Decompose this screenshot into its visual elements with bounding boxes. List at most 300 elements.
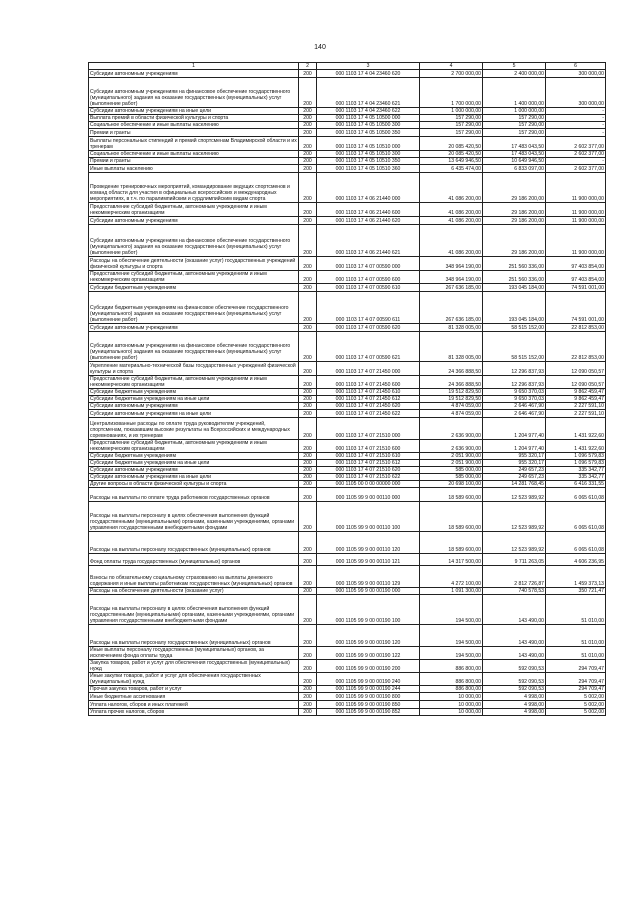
row-code-line: 200	[299, 693, 317, 701]
row-approved-amount: 41 086 200,00	[420, 217, 483, 225]
row-unexecuted-amount: 2 602 377,00	[546, 151, 606, 158]
row-executed-amount: 143 490,00	[483, 647, 546, 660]
row-executed-amount: 58 515 152,00	[483, 324, 546, 332]
row-approved-amount: 2 700 000,00	[420, 70, 483, 78]
row-name: Уплата налогов, сборов и иных платежей	[89, 701, 299, 709]
row-approved-amount: 20 085 420,50	[420, 151, 483, 158]
row-executed-amount: 14 281 768,45	[483, 481, 546, 488]
row-code-line: 200	[299, 532, 317, 554]
row-executed-amount: 157 290,00	[483, 129, 546, 137]
row-name: Централизованные расходы по оплате труда руководителям учреждений, спортсменам, показавшим высокие результаты на Всероссийских и международных соревнованиях, и их тренерам	[89, 418, 299, 440]
row-unexecuted-amount: 6 416 331,55	[546, 481, 606, 488]
header-cell-6: 6	[546, 63, 606, 70]
row-approved-amount: 10 000,00	[420, 701, 483, 709]
row-name: Укрепление материально-технической базы государственных учреждений физической культуры и спорта	[89, 362, 299, 376]
row-unexecuted-amount: 1 459 373,13	[546, 566, 606, 588]
row-approved-amount: 2 636 900,00	[420, 418, 483, 440]
row-name: Расходы на выплаты персоналу государственных (муниципальных) органов	[89, 625, 299, 647]
table-row	[89, 376, 606, 389]
row-classification-code: 000 1105 99 9 00 00190 122	[317, 647, 420, 660]
row-code-line: 200	[299, 129, 317, 137]
row-name: Иные закупки товаров, работ и услуг для обеспечения государственных (муниципальных) нужд	[89, 673, 299, 686]
row-approved-amount: 194 500,00	[420, 625, 483, 647]
row-code-line: 200	[299, 588, 317, 595]
table-row	[89, 362, 606, 376]
table-row	[89, 122, 606, 129]
row-approved-amount: 18 589 600,00	[420, 532, 483, 554]
row-approved-amount: 41 086 200,00	[420, 225, 483, 257]
row-unexecuted-amount: 335 342,77	[546, 474, 606, 481]
row-approved-amount: 41 086 200,00	[420, 203, 483, 217]
row-classification-code: 000 1103 17 4 07 21450 600	[317, 376, 420, 389]
table-row	[89, 129, 606, 137]
header-cell-2: 2	[299, 63, 317, 70]
table-row	[89, 566, 606, 588]
row-unexecuted-amount: 300 000,00	[546, 78, 606, 108]
row-unexecuted-amount: 11 900 000,00	[546, 225, 606, 257]
row-code-line: 200	[299, 460, 317, 467]
table-row	[89, 467, 606, 474]
row-name: Субсидии автономным учреждениям	[89, 324, 299, 332]
row-executed-amount: 251 560 336,00	[483, 271, 546, 284]
table-row	[89, 332, 606, 362]
row-code-line: 200	[299, 673, 317, 686]
row-name: Расходы на выплаты персоналу в целях обеспечения выполнения функций государственными (муниципальными) органами, казенными учреждениями, органами управления государственными внебюджетными фондами	[89, 502, 299, 532]
row-unexecuted-amount: 335 342,77	[546, 467, 606, 474]
row-approved-amount: 4 272 100,00	[420, 566, 483, 588]
row-approved-amount: 19 512 829,50	[420, 396, 483, 403]
row-code-line: 200	[299, 165, 317, 173]
row-unexecuted-amount: 1 431 922,60	[546, 418, 606, 440]
row-approved-amount: 14 317 500,00	[420, 554, 483, 566]
row-unexecuted-amount: 300 000,00	[546, 70, 606, 78]
row-classification-code: 000 1103 17 4 07 21510 622	[317, 474, 420, 481]
row-approved-amount: 20 698 100,00	[420, 481, 483, 488]
row-approved-amount: 886 800,00	[420, 686, 483, 693]
table-row	[89, 693, 606, 701]
row-unexecuted-amount: 97 403 854,00	[546, 271, 606, 284]
row-executed-amount: 1 204 977,40	[483, 418, 546, 440]
budget-table-body	[89, 63, 606, 716]
row-code-line: 200	[299, 481, 317, 488]
row-classification-code: 000 1103 17 4 07 00590 610	[317, 284, 420, 292]
row-classification-code: 000 1103 17 4 06 21440 000	[317, 173, 420, 203]
row-unexecuted-amount: 74 591 001,00	[546, 284, 606, 292]
row-code-line: 200	[299, 284, 317, 292]
table-row	[89, 588, 606, 595]
table-row	[89, 673, 606, 686]
row-name: Субсидии автономным учреждениям на иные цели	[89, 108, 299, 115]
row-executed-amount: 4 998,00	[483, 693, 546, 701]
row-executed-amount: 9 650 370,03	[483, 389, 546, 396]
row-name: Выплаты персональных стипендий и премий спортсменам Владимирской области и их тренерам	[90, 138, 297, 150]
row-executed-amount: 249 657,23	[483, 474, 546, 481]
row-name: Проведение тренировочных мероприятий, командирование ведущих спортсменов и команд области для участия в официальных всероссийских и международных мероприятиях, в т.ч. по паралимпийским и сурдлимпийским видам спорта	[89, 173, 299, 203]
row-unexecuted-amount: 11 900 000,00	[546, 217, 606, 225]
row-classification-code: 000 1103 17 4 06 21440 621	[317, 225, 420, 257]
row-classification-code: 000 1103 17 4 07 21510 000	[317, 418, 420, 440]
row-name: Субсидии автономным учреждениям на иные цели	[89, 410, 299, 418]
row-classification-code: 000 1105 99 9 00 00190 244	[317, 686, 420, 693]
row-code-line: 200	[299, 115, 317, 122]
table-row	[89, 460, 606, 467]
row-classification-code: 000 1103 17 4 06 21440 620	[317, 217, 420, 225]
row-code-line: 200	[299, 389, 317, 396]
row-name: Предоставление субсидий бюджетным, автономным учреждениям и иным некоммерческим организациям	[89, 440, 299, 453]
row-classification-code: 000 1103 17 4 07 21510 600	[317, 440, 420, 453]
row-approved-amount: 4 874 059,00	[420, 403, 483, 410]
row-unexecuted-amount: 2 227 591,10	[546, 410, 606, 418]
row-unexecuted-amount: 5 002,00	[546, 693, 606, 701]
row-approved-amount: 2 051 900,00	[420, 460, 483, 467]
table-row	[89, 488, 606, 502]
row-executed-amount: 1 204 977,40	[483, 440, 546, 453]
row-name: Социальное обеспечение и иные выплаты населению	[89, 151, 299, 158]
row-name: Другие вопросы в области физической культуры и спорта	[89, 481, 299, 488]
row-name: Предоставление субсидий бюджетным, автономным учреждениям и иным некоммерческим организациям	[89, 203, 299, 217]
row-name: Иные бюджетные ассигнования	[89, 693, 299, 701]
row-code-line: 200	[299, 70, 317, 78]
row-approved-amount: 2 636 900,00	[420, 440, 483, 453]
table-row	[89, 453, 606, 460]
row-executed-amount: 157 290,00	[483, 115, 546, 122]
row-classification-code: 000 1103 17 4 04 23460 622	[317, 108, 420, 115]
row-approved-amount: 1 700 000,00	[420, 78, 483, 108]
row-executed-amount: 29 186 200,00	[483, 203, 546, 217]
row-classification-code: 000 1103 17 4 04 23460 620	[317, 70, 420, 78]
row-approved-amount: 348 964 190,00	[420, 257, 483, 271]
row-name: Субсидии автономным учреждениям	[89, 70, 299, 78]
row-code-line: 200	[299, 488, 317, 502]
row-classification-code: 000 1103 17 4 07 21510 612	[317, 460, 420, 467]
table-row	[89, 625, 606, 647]
row-executed-amount: 1 400 000,00	[483, 78, 546, 108]
table-row	[89, 647, 606, 660]
row-name: Субсидии бюджетным учреждениям	[89, 284, 299, 292]
table-row	[89, 70, 606, 78]
row-approved-amount: 24 366 888,50	[420, 362, 483, 376]
row-name: Расходы на выплаты персоналу государственных (муниципальных) органов	[89, 532, 299, 554]
row-classification-code: 000 1103 17 4 07 21450 612	[317, 396, 420, 403]
row-unexecuted-amount: 5 002,00	[546, 709, 606, 716]
row-classification-code: 000 1103 17 4 07 21510 610	[317, 453, 420, 460]
row-executed-amount: 592 090,53	[483, 660, 546, 673]
row-executed-amount: 592 090,53	[483, 686, 546, 693]
row-code-line: 200	[299, 625, 317, 647]
row-code-line: 200	[299, 701, 317, 709]
row-approved-amount: 6 435 474,00	[420, 165, 483, 173]
table-row	[89, 554, 606, 566]
row-code-line: 200	[299, 686, 317, 693]
row-executed-amount: 193 045 184,00	[483, 292, 546, 324]
row-code-line: 200	[299, 137, 317, 151]
row-classification-code: 000 1103 17 4 07 00590 611	[317, 292, 420, 324]
row-classification-code: 000 1105 99 9 00 00190 000	[317, 588, 420, 595]
row-executed-amount: 9 650 370,03	[483, 396, 546, 403]
row-unexecuted-amount: -	[546, 129, 606, 137]
row-name: Субсидии бюджетным учреждениям	[89, 389, 299, 396]
row-executed-amount: 157 290,00	[483, 122, 546, 129]
row-classification-code: 000 1105 99 9 00 00110 129	[317, 566, 420, 588]
row-approved-amount: 10 000,00	[420, 693, 483, 701]
row-classification-code: 000 1105 99 9 00 00190 100	[317, 595, 420, 625]
row-executed-amount: 740 578,53	[483, 588, 546, 595]
row-executed-amount: 29 186 200,00	[483, 217, 546, 225]
table-row	[89, 686, 606, 693]
row-executed-amount: 29 186 200,00	[483, 225, 546, 257]
row-classification-code: 000 1103 17 4 07 21450 000	[317, 362, 420, 376]
row-executed-amount: 17 483 043,50	[483, 151, 546, 158]
row-classification-code: 000 1103 17 4 05 10500 300	[317, 122, 420, 129]
row-executed-amount: 249 657,23	[483, 467, 546, 474]
row-executed-amount: 955 320,17	[483, 453, 546, 460]
row-unexecuted-amount: 74 591 001,00	[546, 292, 606, 324]
row-classification-code: 000 1105 99 9 00 00110 100	[317, 502, 420, 532]
row-name: Субсидии бюджетным учреждениям	[89, 453, 299, 460]
row-code-line: 200	[299, 554, 317, 566]
row-unexecuted-amount: 2 602 377,00	[546, 137, 606, 151]
row-unexecuted-amount: -	[546, 158, 606, 165]
row-unexecuted-amount: 1 096 579,83	[546, 460, 606, 467]
row-code-line: 200	[299, 78, 317, 108]
row-approved-amount: 267 636 185,00	[420, 292, 483, 324]
row-name: Иные выплаты персоналу государственных (муниципальных) органов, за исключением фонда оплаты труда	[89, 647, 299, 660]
row-name: Закупка товаров, работ и услуг для обеспечения государственных (муниципальных) нужд	[89, 660, 299, 673]
row-executed-amount: 2 646 467,90	[483, 403, 546, 410]
row-executed-amount: 12 523 989,92	[483, 502, 546, 532]
row-code-line: 200	[299, 362, 317, 376]
row-classification-code: 000 1105 99 9 00 00110 000	[317, 488, 420, 502]
row-unexecuted-amount: -	[546, 115, 606, 122]
budget-table	[88, 62, 606, 716]
row-unexecuted-amount: 22 812 853,00	[546, 332, 606, 362]
row-name: Расходы на обеспечение деятельности (оказание услуг)	[89, 588, 299, 595]
row-unexecuted-amount: 6 065 610,08	[546, 502, 606, 532]
table-row	[89, 151, 606, 158]
row-approved-amount: 18 589 600,00	[420, 488, 483, 502]
row-classification-code: 000 1105 99 9 00 00190 240	[317, 673, 420, 686]
row-classification-code: 000 1103 17 4 07 00590 000	[317, 257, 420, 271]
row-classification-code: 000 1105 99 9 00 00110 121	[317, 554, 420, 566]
header-cell-1: 1	[89, 63, 299, 70]
row-name: Субсидии автономным учреждениям	[89, 217, 299, 225]
row-name: Расходы на выплаты персоналу в целях обеспечения выполнения функций государственными (муниципальными) органами, казенными учреждениями, органами управления государственными внебюджетными фондами	[89, 595, 299, 625]
row-approved-amount: 194 500,00	[420, 595, 483, 625]
table-header-row	[89, 63, 606, 70]
row-name: Субсидии бюджетным учреждениям на иные цели	[89, 460, 299, 467]
row-unexecuted-amount: 6 065 610,08	[546, 488, 606, 502]
row-classification-code: 000 1103 17 4 07 00590 620	[317, 324, 420, 332]
row-classification-code: 000 1105 00 0 00 00000 000	[317, 481, 420, 488]
row-executed-amount: 58 515 152,00	[483, 332, 546, 362]
row-executed-amount: 9 711 263,05	[483, 554, 546, 566]
table-row	[89, 78, 606, 108]
row-name: Расходы на обеспечение деятельности (оказание услуг) государственных учреждений физической культуры и спорта	[89, 257, 299, 271]
row-code-line: 200	[299, 217, 317, 225]
table-row	[89, 440, 606, 453]
row-approved-amount: 585 000,00	[420, 467, 483, 474]
row-unexecuted-amount: 12 090 050,57	[546, 376, 606, 389]
row-unexecuted-amount: 2 227 591,10	[546, 403, 606, 410]
table-row	[89, 324, 606, 332]
row-classification-code: 000 1105 99 9 00 00190 120	[317, 625, 420, 647]
row-executed-amount: 6 833 097,00	[483, 165, 546, 173]
row-approved-amount: 585 000,00	[420, 474, 483, 481]
row-unexecuted-amount: 11 900 000,00	[546, 173, 606, 203]
row-approved-amount: 267 636 185,00	[420, 284, 483, 292]
row-executed-amount: 12 523 989,92	[483, 488, 546, 502]
row-approved-amount: 20 085 420,50	[420, 137, 483, 151]
row-unexecuted-amount: 97 403 854,00	[546, 257, 606, 271]
row-unexecuted-amount: 294 709,47	[546, 660, 606, 673]
row-classification-code: 000 1103 17 4 05 10510 000	[317, 137, 420, 151]
row-classification-code: 000 1103 17 4 07 21450 610	[317, 389, 420, 396]
table-row	[89, 115, 606, 122]
row-code-line: 200	[299, 108, 317, 115]
row-code-line: 200	[299, 502, 317, 532]
row-executed-amount: 17 483 043,50	[483, 137, 546, 151]
row-classification-code: 000 1103 17 4 05 10500 000	[317, 115, 420, 122]
row-classification-code: 000 1105 99 9 00 00190 200	[317, 660, 420, 673]
row-approved-amount: 18 589 600,00	[420, 502, 483, 532]
row-code-line: 200	[299, 709, 317, 716]
row-name: Социальное обеспечение и иные выплаты населению	[89, 122, 299, 129]
row-classification-code: 000 1103 17 4 05 10510 350	[317, 158, 420, 165]
row-unexecuted-amount: 11 900 000,00	[546, 203, 606, 217]
table-row	[89, 137, 606, 151]
header-cell-4: 4	[420, 63, 483, 70]
table-row	[89, 389, 606, 396]
row-code-line: 200	[299, 440, 317, 453]
row-executed-amount: 193 045 184,00	[483, 284, 546, 292]
row-code-line: 200	[299, 203, 317, 217]
row-executed-amount: 143 490,00	[483, 625, 546, 647]
row-code-line: 200	[299, 396, 317, 403]
row-classification-code: 000 1105 99 9 00 00190 850	[317, 701, 420, 709]
row-unexecuted-amount: 6 065 610,08	[546, 532, 606, 554]
row-executed-amount: 2 812 726,87	[483, 566, 546, 588]
row-classification-code: 000 1103 17 4 06 21440 600	[317, 203, 420, 217]
row-unexecuted-amount: 350 721,47	[546, 588, 606, 595]
row-unexecuted-amount: 1 431 922,60	[546, 440, 606, 453]
row-name: Расходы на выплаты по оплате труда работников государственных органов	[89, 488, 299, 502]
table-row	[89, 173, 606, 203]
table-row	[89, 481, 606, 488]
row-approved-amount: 886 800,00	[420, 673, 483, 686]
row-code-line: 200	[299, 566, 317, 588]
table-row	[89, 532, 606, 554]
table-row	[89, 396, 606, 403]
row-unexecuted-amount: 22 812 853,00	[546, 324, 606, 332]
row-unexecuted-amount: 51 010,00	[546, 625, 606, 647]
row-code-line: 200	[299, 332, 317, 362]
row-unexecuted-amount: 2 602 377,00	[546, 165, 606, 173]
table-row	[89, 418, 606, 440]
row-name: Субсидии автономным учреждениям	[89, 467, 299, 474]
row-approved-amount: 81 328 005,00	[420, 324, 483, 332]
row-name: Субсидии автономным учреждениям на финансовое обеспечение государственного (муниципального) задания на оказание государственных (муниципальных) услуг (выполнение работ)	[89, 78, 299, 108]
row-code-line: 200	[299, 403, 317, 410]
row-approved-amount: 157 290,00	[420, 129, 483, 137]
table-row	[89, 660, 606, 673]
row-approved-amount: 348 964 190,00	[420, 271, 483, 284]
row-code-line: 200	[299, 271, 317, 284]
table-row	[89, 474, 606, 481]
row-code-line: 200	[299, 467, 317, 474]
row-classification-code: 000 1103 17 4 04 23460 621	[317, 78, 420, 108]
row-name: Прочая закупка товаров, работ и услуг	[89, 686, 299, 693]
row-executed-amount: 955 320,17	[483, 460, 546, 467]
row-executed-amount: 12 296 837,93	[483, 362, 546, 376]
table-row	[89, 203, 606, 217]
row-executed-amount: 4 998,00	[483, 709, 546, 716]
row-executed-amount: 12 523 989,92	[483, 532, 546, 554]
table-row	[89, 257, 606, 271]
row-unexecuted-amount: 9 862 459,47	[546, 389, 606, 396]
row-approved-amount: 4 874 059,00	[420, 410, 483, 418]
row-executed-amount: 251 560 336,00	[483, 257, 546, 271]
row-name: Уплата прочих налогов, сборов	[89, 709, 299, 716]
row-approved-amount: 10 000,00	[420, 709, 483, 716]
row-name: Субсидии автономным учреждениям на финансовое обеспечение государственного (муниципального) задания на оказание государственных (муниципальных) услуг (выполнение работ)	[89, 332, 299, 362]
row-classification-code: 000 1103 17 4 05 10500 350	[317, 129, 420, 137]
row-unexecuted-amount: -	[546, 108, 606, 115]
row-executed-amount: 1 000 000,00	[483, 108, 546, 115]
row-unexecuted-amount: 1 096 579,83	[546, 453, 606, 460]
row-code-line: 200	[299, 122, 317, 129]
row-name: Премии и гранты	[89, 129, 299, 137]
row-approved-amount: 1 000 000,00	[420, 108, 483, 115]
row-code-line: 200	[299, 257, 317, 271]
row-approved-amount: 157 290,00	[420, 122, 483, 129]
row-executed-amount: 10 649 946,50	[483, 158, 546, 165]
row-code-line: 200	[299, 647, 317, 660]
row-name: Взносы по обязательному социальному страхованию на выплаты денежного содержания и иные выплаты работникам государственных (муниципальных) органов	[89, 566, 299, 588]
row-name: Предоставление субсидий бюджетным, автономным учреждениям и иным некоммерческим организациям	[89, 376, 299, 389]
row-classification-code: 000 1105 99 9 00 00190 852	[317, 709, 420, 716]
row-code-line: 200	[299, 324, 317, 332]
row-classification-code: 000 1103 17 4 07 21450 620	[317, 403, 420, 410]
row-approved-amount: 41 086 200,00	[420, 173, 483, 203]
row-approved-amount: 157 290,00	[420, 115, 483, 122]
row-unexecuted-amount: 5 002,00	[546, 701, 606, 709]
row-classification-code: 000 1103 17 4 07 21510 620	[317, 467, 420, 474]
row-unexecuted-amount: 4 606 236,95	[546, 554, 606, 566]
header-cell-3: 3	[317, 63, 420, 70]
row-code-line: 200	[299, 595, 317, 625]
row-executed-amount: 29 186 200,00	[483, 173, 546, 203]
row-code-line: 200	[299, 225, 317, 257]
row-executed-amount: 143 490,00	[483, 595, 546, 625]
row-name: Субсидии автономным учреждениям	[89, 403, 299, 410]
header-cell-5: 5	[483, 63, 546, 70]
table-row	[89, 217, 606, 225]
row-classification-code: 000 1105 99 9 00 00110 120	[317, 532, 420, 554]
table-row	[89, 271, 606, 284]
row-executed-amount: 2 646 467,90	[483, 410, 546, 418]
row-unexecuted-amount: 51 010,00	[546, 647, 606, 660]
row-classification-code: 000 1103 17 4 07 00590 600	[317, 271, 420, 284]
row-code-line: 200	[299, 474, 317, 481]
row-code-line: 200	[299, 292, 317, 324]
row-classification-code: 000 1103 17 4 07 21450 622	[317, 410, 420, 418]
row-approved-amount: 81 328 005,00	[420, 332, 483, 362]
row-approved-amount: 1 091 300,00	[420, 588, 483, 595]
row-name: Выплата премий в области физической культуры и спорта	[89, 115, 299, 122]
row-approved-amount: 2 051 900,00	[420, 453, 483, 460]
row-classification-code: 000 1103 17 4 07 00590 621	[317, 332, 420, 362]
table-row	[89, 595, 606, 625]
